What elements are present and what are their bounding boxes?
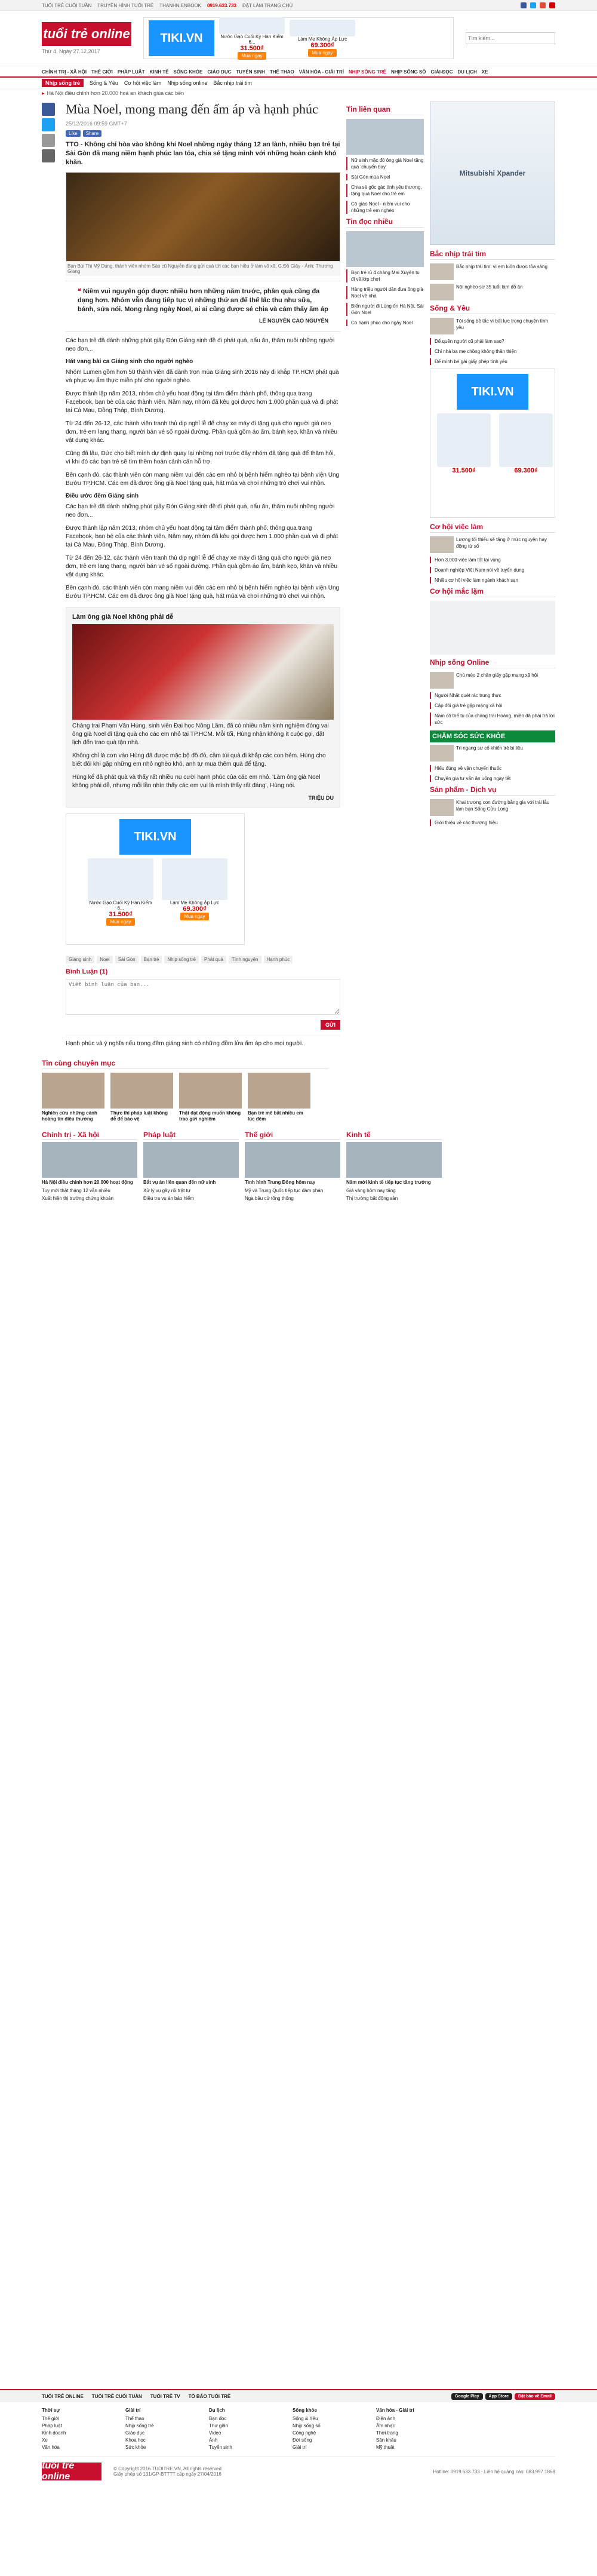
category-thumbnail[interactable] <box>143 1142 239 1178</box>
related-card-title: Nghiên cứu những cảnh hoàng tín điều thường <box>42 1110 97 1122</box>
article-subhead: Hát vang bài ca Giáng sinh cho người nghèo <box>66 358 193 365</box>
category-column <box>245 1131 340 1203</box>
category-column <box>143 1131 239 1203</box>
category-title[interactable]: Chính trị - Xã hội <box>42 1131 137 1140</box>
list-link[interactable]: Để quên người cũ phải làm sao? <box>430 338 555 345</box>
footer-link[interactable]: Sức khỏe <box>125 2445 146 2450</box>
product-image <box>290 20 355 36</box>
category-headline[interactable]: Hà Nội điều chỉnh hơn 20.000 hoạt động <box>42 1180 133 1185</box>
tag[interactable]: Bạn trẻ <box>141 956 162 963</box>
footer-column-title[interactable]: Sống khỏe <box>293 2408 317 2413</box>
related-card-title: Thực thi pháp luật không dễ để bảo vệ <box>110 1110 168 1122</box>
tag[interactable]: Noel <box>97 956 112 963</box>
sidebar-story-box <box>66 607 340 808</box>
facebook-icon[interactable] <box>521 2 527 8</box>
topbar-link-cuoi-tuan[interactable]: TUỔI TRẺ CUỐI TUẦN <box>42 2 92 8</box>
related-thumb[interactable] <box>346 119 424 155</box>
existing-comment: Hạnh phúc và ý nghĩa nếu trong đêm giáng sinh có những đồm lửa ấm áp cho mọi người. <box>66 1036 340 1048</box>
tag[interactable]: Nhịp sống trẻ <box>164 956 199 963</box>
subnav-item[interactable]: Bắc nhịp trái tim <box>213 80 252 86</box>
comment-title: Bình Luận (1) <box>66 968 108 975</box>
topbar-link-truyen-hinh[interactable]: TRUYỀN HÌNH TUỔI TRẺ <box>97 2 154 8</box>
tag[interactable]: Tình nguyện <box>229 956 261 963</box>
category-link[interactable]: Nga bầu cử tổng thống <box>245 1196 294 1201</box>
footer-link[interactable]: Âm nhạc <box>376 2423 395 2428</box>
like-button[interactable]: Like <box>66 130 81 137</box>
product-name: Nước Gạo Cuối Kỳ Hàn Kiểm 6... <box>89 900 152 911</box>
list-link[interactable]: Nam cô thể tu của chàng trai Hoàng, miền đã phải trả lời sức <box>430 713 555 726</box>
inline-ad-tiki[interactable] <box>66 813 245 945</box>
item-title: Chú mèo 2 chân giấy gặp mạng xã hội <box>456 673 538 678</box>
list-link[interactable]: Để mình bé gái giấy phép tình yêu <box>430 358 555 365</box>
buy-now-button[interactable]: Mua ngay <box>238 52 266 60</box>
list-link[interactable]: Hơn 3.000 việc làm tốt tại vùng <box>430 557 555 563</box>
article-para: Nhóm Lumen gồm hơn 50 thành viên đã dành trọn mùa Giáng sinh 2016 này đi khắp TP.HCM phát quà và phục vụ ẩm thực miễn phí cho người nghèo. <box>66 369 339 384</box>
list-item[interactable] <box>430 672 555 689</box>
tag[interactable]: Phát quà <box>201 956 226 963</box>
nav-item[interactable]: GIÁO DỤC <box>207 69 232 75</box>
item-title: Tôi sống bề tắc vì bất lực trong chuyện tình yêu <box>456 318 548 330</box>
related-title: Tin liên quan <box>346 105 424 115</box>
photo-caption: Bạn Bùi Thị Mỹ Dung, thành viên nhóm Sáo cũ Nguyễn đang gửi quà tới các bạn hiều ở làm võ xã, G.Đồ Giây - Ảnh: Thương Giang <box>66 262 340 276</box>
footer-link[interactable]: Thư giãn <box>209 2423 229 2428</box>
tiki-logo: TIKI.VN <box>149 20 214 56</box>
category-headline[interactable]: Bắt vụ án liên quan đến nữ sinh <box>143 1180 216 1185</box>
thumbnail <box>430 284 454 300</box>
footer-link[interactable]: Văn hóa <box>42 2445 60 2450</box>
header-date: Thứ 4, Ngày 27.12.2017 <box>42 48 100 54</box>
thumbnail <box>430 745 454 762</box>
nav-item[interactable]: THẾ GIỚI <box>91 69 113 75</box>
ticker-text[interactable]: Hà Nội điều chỉnh hơn 20.000 hoá an khách giúa các bến <box>47 90 184 96</box>
social-buttons <box>66 130 340 137</box>
related-thumbnail <box>110 1073 173 1109</box>
ad-product-1[interactable] <box>88 858 153 926</box>
subnav-item[interactable]: Nhịp sống online <box>167 80 208 86</box>
send-comment-button[interactable]: GỬI <box>321 1020 340 1030</box>
top-utility-bar <box>0 0 597 11</box>
sub-nav <box>0 78 597 88</box>
product-price: 31.500₫ <box>109 911 133 918</box>
section-title-rao: Cơ hội mắc lặm <box>430 587 555 597</box>
ad-product-1[interactable] <box>219 17 285 60</box>
related-card-title: Thật đạt động muốn không trao gửi nghiêm <box>179 1110 241 1122</box>
footer-logo[interactable]: tuổi trẻ online <box>42 2463 101 2480</box>
list-link[interactable]: Giới thiệu về các thương hiệu <box>430 819 555 826</box>
category-link[interactable]: Giá vàng hôm nay tăng <box>346 1188 396 1193</box>
subnav-current[interactable]: Nhịp sống trẻ <box>42 79 84 87</box>
nav-item[interactable]: XE <box>481 69 488 75</box>
thumbnail <box>430 318 454 334</box>
category-title[interactable]: Thế giới <box>245 1131 340 1140</box>
main-nav <box>0 66 597 78</box>
right-sidebar <box>424 98 555 1053</box>
box-title: Làm ông già Noel không phải dễ <box>72 613 174 621</box>
category-link[interactable]: Xuất hiện thị trường chứng khoán <box>42 1196 114 1201</box>
box-author: TRIỆU DU <box>308 795 334 801</box>
most-read-title: Tin đọc nhiều <box>346 217 424 228</box>
buy-now-button[interactable]: Mua ngay <box>180 913 208 920</box>
footer-link[interactable]: Giáo dục <box>125 2430 145 2436</box>
share-button[interactable]: Share <box>83 130 101 137</box>
nav-item[interactable]: SỐNG KHỎE <box>173 69 203 75</box>
ticker-arrow-icon: ▸ <box>42 90 45 96</box>
category-thumbnail[interactable] <box>42 1142 137 1178</box>
article-para: Các bạn trẻ đã dành những phút giây Đón Giáng sinh đề đi phát quà, nấu ăn, thăm nuôi những người neo đơn... <box>66 337 335 352</box>
list-item[interactable] <box>430 799 555 816</box>
twitter-icon[interactable] <box>530 2 536 8</box>
ad-product-1[interactable] <box>437 413 491 474</box>
article-quote <box>66 281 340 332</box>
google-plus-icon[interactable] <box>540 2 546 8</box>
print-icon[interactable] <box>42 149 55 162</box>
article-subhead: Điều ước đêm Giáng sinh <box>66 493 139 499</box>
category-thumbnail[interactable] <box>346 1142 442 1178</box>
related-link[interactable]: Chia sẻ gốc gác tình yêu thương, tặng quà Noel cho trẻ em <box>346 184 424 197</box>
topbar-link-book[interactable]: THANHNIENBOOK <box>159 2 201 8</box>
quote-author: LÊ NGUYÊN CAO NGUYÊN <box>259 318 328 324</box>
article-photo <box>66 172 340 262</box>
related-card[interactable] <box>42 1073 104 1122</box>
tag[interactable]: Hạnh phúc <box>264 956 293 963</box>
ad-product-2[interactable] <box>290 20 355 57</box>
facebook-share-icon[interactable] <box>42 103 55 116</box>
google-play-badge[interactable]: Google Play <box>451 2393 482 2400</box>
ad-product-2[interactable] <box>162 858 227 926</box>
footer-column <box>125 2407 197 2451</box>
share-column <box>42 98 60 1053</box>
product-name: Làm Mẹ Không Áp Lực <box>297 36 347 42</box>
health-section-title: CHĂM SÓC SỨC KHỎE <box>430 730 555 742</box>
nav-item[interactable]: DU LỊCH <box>457 69 477 75</box>
product-price: 69.300₫ <box>183 905 207 913</box>
article-para: Cũng đã lâu, Đức cho biết mình dự định quay lại những nơi trước đây nhóm đã tặng quà để thăm hỏi, vì khi đó các bạn trẻ sẽ tìm thêm hoàn cảnh cần hỗ trợ. <box>66 450 336 465</box>
app-store-badge[interactable]: App Store <box>485 2393 512 2400</box>
product-price: 31.500₫ <box>240 44 264 52</box>
comment-input[interactable] <box>66 979 340 1015</box>
related-thumbnail <box>248 1073 310 1109</box>
related-card[interactable] <box>179 1073 242 1122</box>
footer-column-title[interactable]: Du lịch <box>209 2408 225 2413</box>
footer-link[interactable]: Mỹ thuật <box>376 2445 395 2450</box>
article-sapo: TTO - Không chỉ hòa vào không khí Noel những ngày tháng 12 an lành, nhiều bạn trẻ tại Sài Gòn đã mang niềm hạnh phúc lan tỏa, chia sẻ tặng mình với những hoàn cảnh khó khăn. <box>66 141 340 166</box>
product-price: 31.500₫ <box>452 467 476 474</box>
section-title-online: Nhịp sống Online <box>430 658 555 668</box>
tiki-logo: TIKI.VN <box>119 819 191 855</box>
product-price: 69.300₫ <box>310 42 334 49</box>
footer-link[interactable]: Nhịp sống số <box>293 2423 321 2428</box>
nav-item[interactable]: CHÍNH TRỊ - XÃ HỘI <box>42 69 87 75</box>
box-para: Chàng trai Phạm Văn Hùng, sinh viên Đại học Nông Lâm, đã có nhiều năm kinh nghiệm đóng vai ông già Noel đi tặng quà cho các em nhỏ tại TP.HCM. Mỗi tối, Hùng nhận không ít cuộc gọi, đặt lịch đến trao quà tận nhà. <box>72 723 329 746</box>
thumbnail <box>430 672 454 689</box>
footer-link[interactable]: Xe <box>42 2437 48 2443</box>
quote-text: Niềm vui nguyên góp được nhiều hơn những năm trước, phần quà cũng đa dạng hơn. Nhóm vẫn đang tiếp tục vì những thứ an để thể lấc thu nhu sữa, bánh, sửa nói. Mong rằng ngày Noel, ai ai cũng được sẻ chia và cảm thấy ấm áp <box>78 288 328 313</box>
twitter-share-icon[interactable] <box>42 118 55 131</box>
footer-link[interactable]: Khoa học <box>125 2437 146 2443</box>
youtube-icon[interactable] <box>549 2 555 8</box>
article-meta: 25/12/2016 09:59 GMT+7 <box>66 121 127 127</box>
footer-link[interactable]: Thế giới <box>42 2416 60 2421</box>
article-main <box>60 98 346 1053</box>
article-title: Mùa Noel, mong mang đến ấm áp và hạnh phúc <box>66 102 318 116</box>
related-link[interactable]: Sài Gòn mùa Noel <box>346 174 424 180</box>
nav-item[interactable]: NHỊP SỐNG SỐ <box>390 69 426 75</box>
footer-link[interactable]: Giải trí <box>293 2445 307 2450</box>
tag[interactable]: Giáng sinh <box>66 956 94 963</box>
item-title: Khai trương con đường bằng gia với trái lẫu làm bạn Sống Cửu Long <box>456 800 550 812</box>
article-para: Được thành lập năm 2013, nhóm chủ yếu hoạt động tại tâm điểm thành phố, thông qua trang Facebook, bạn bè của các thành viên. Năm nay, nhóm đã kêu gọi được hơn 1.000 phần quà và đi phát tại Cà Mau, Đồng Tháp, Bình Dương. <box>66 525 338 548</box>
item-title: Lương tối thiểu sẽ tăng ở mức nguyên hay động từ số <box>456 537 547 549</box>
email-share-icon[interactable] <box>42 134 55 147</box>
footer-link[interactable]: TỔ BÁO TUỔI TRẺ <box>188 2393 231 2399</box>
thumbnail <box>430 263 454 280</box>
box-para: Không chỉ là cơn vào Hùng đã được mặc bộ đồ đỏ, cầm túi quà đi khắp các con hẻm. Hùng cho biết đôi khi gặp những em nhỏ nghèo khó, anh tự mua thêm quà để tặng. <box>72 753 326 767</box>
footer-link[interactable]: TUỔI TRẺ CUỐI TUẦN <box>91 2393 142 2399</box>
category-link[interactable]: Tuy mới thật tháng 12 vẫn nhiều <box>42 1188 110 1193</box>
section-title-bac: Bắc nhịp trái tim <box>430 250 555 260</box>
list-link[interactable]: Cặp đôi già trẻ gặp mạng xã hội <box>430 702 555 709</box>
most-read-link[interactable]: Bạn trẻ rủ 4 chàng Mai Xuyên tu đi về lớp chơi <box>346 269 424 283</box>
most-read-link[interactable]: Hàng triệu người dân đưa ông già Noel về nhà <box>346 286 424 299</box>
site-logo[interactable]: tuổi trẻ online <box>42 22 131 46</box>
nav-item[interactable]: KINH TẾ <box>149 69 169 75</box>
box-para: Hùng kể đã phát quà và thấy rất nhiều nụ cười hạnh phúc của các em nhỏ. 'Làm ông già Noel không phải dễ, nhưng mỗi lần nhìn thấy các em vui là mình thấy rất đáng', Hùng nói. <box>72 774 321 789</box>
car-ad-banner[interactable]: Mitsubishi Xpander <box>430 102 555 245</box>
article-para: Từ 24 đến 26-12, các thành viên tranh thủ dịp nghỉ lễ để chạy xe máy đi tặng quà cho người già neo đơn, trẻ em lang thang, người bán vé số ngoài đường. Phần quà gồm áo ấm, bánh kẹo, khăn và nhiều vật dụng khác. <box>66 420 338 444</box>
ad-product-2[interactable] <box>499 413 553 474</box>
classified-block[interactable] <box>430 601 555 655</box>
list-link[interactable]: Người Nhật quét rác trung thực <box>430 692 555 699</box>
tiki-logo: TIKI.VN <box>457 374 528 410</box>
quote-icon: ❝ <box>78 288 83 295</box>
site-header <box>0 11 597 66</box>
product-name: Nước Gạo Cuối Kỳ Hàn Kiểm 6... <box>220 33 284 45</box>
product-image <box>437 413 491 467</box>
thumbnail <box>430 536 454 553</box>
related-card[interactable] <box>248 1073 310 1122</box>
article-para: Bên cạnh đó, các thành viên còn mang niềm vui đến các em nhỏ bị bệnh hiểm nghèo tại bệnh viện Ung Bướu TP.HCM. Các em đã được ông già Noel tặng quà, hát múa và chơi những trò chơi vui nhộn. <box>66 472 340 487</box>
subnav-item[interactable]: Cơ hội việc làm <box>124 80 162 86</box>
footer-column-title[interactable]: Thời sự <box>42 2408 60 2413</box>
item-title: Nội nghèo sơ 35 tuổi làm đồ ăn <box>456 284 523 290</box>
footer-link[interactable]: Sống & Yêu <box>293 2416 318 2421</box>
buy-now-button[interactable]: Mua ngay <box>106 918 134 926</box>
footer-column-title[interactable]: Văn hóa - Giải trí <box>376 2408 414 2413</box>
footer-link[interactable]: Bạn đọc <box>209 2416 227 2421</box>
list-item[interactable] <box>430 284 555 300</box>
list-item[interactable] <box>430 745 555 762</box>
category-link[interactable]: Xử lý vụ gây rối trật tự <box>143 1188 191 1193</box>
footer-link[interactable]: Thể thao <box>125 2416 144 2421</box>
buy-now-button[interactable]: Mua ngay <box>308 49 336 57</box>
subscribe-email-button[interactable]: Đặt báo về Email <box>515 2393 555 2400</box>
same-category-section <box>42 1059 555 1122</box>
footer-link[interactable]: Công nghệ <box>293 2430 316 2436</box>
product-image <box>499 413 553 467</box>
hotline-text: 0919.633.733 <box>207 2 236 8</box>
category-link[interactable]: Thị trường bất động sản <box>346 1196 398 1201</box>
footer-hotline: Hotline: 0919.633.733 - Liên hệ quảng cáo: 083.997.1868 <box>433 2468 555 2474</box>
footer-link[interactable]: Sân khấu <box>376 2437 396 2443</box>
list-link[interactable]: Chỉ nhà ba mẹ chồng không thân thiện <box>430 348 555 355</box>
nav-item[interactable]: PHÁP LUẬT <box>117 69 145 75</box>
category-title[interactable]: Kinh tế <box>346 1131 442 1140</box>
article-para: Được thành lập năm 2013, nhóm chủ yếu hoạt động tại tâm điểm thành phố, thông qua trang Facebook, bạn bè của các thành viên. Năm nay, nhóm đã kêu gọi được hơn 1.000 phần quà và đi phát tại Cà Mau, Đồng Tháp, Bình Dương. <box>66 391 338 414</box>
nav-item[interactable]: VĂN HÓA - GIẢI TRÍ <box>298 69 344 75</box>
article-para: Bên cạnh đó, các thành viên còn mang niềm vui đến các em nhỏ bị bệnh hiểm nghèo tại bệnh viện Ung Bướu TP.HCM. Các em đã được ông già Noel tặng quà, hát múa và chơi những trò chơi vui nhộn. <box>66 585 340 600</box>
list-link[interactable]: Chuyên gia tư vấn ăn uống ngày tết <box>430 775 555 782</box>
article-para: Từ 24 đến 26-12, các thành viên tranh thủ dịp nghỉ lễ để chạy xe máy đi tặng quà cho người già neo đơn, trẻ em lang thang, người bán vé số ngoài đường. Phần quà gồm áo ấm, bánh kẹo, khăn và nhiều vật dụng khác. <box>66 555 338 578</box>
tag[interactable]: Sài Gòn <box>115 956 139 963</box>
category-thumbnail[interactable] <box>245 1142 340 1178</box>
most-read-thumb[interactable] <box>346 231 424 267</box>
footer-column-title[interactable]: Giải trí <box>125 2408 141 2413</box>
footer-column <box>209 2407 281 2451</box>
footer-link[interactable]: Tuyển sinh <box>209 2445 232 2450</box>
product-price: 69.300₫ <box>514 467 538 474</box>
search-input[interactable] <box>466 32 555 44</box>
section-title-co-hoi: Cơ hội việc làm <box>430 523 555 533</box>
footer-column <box>376 2407 448 2451</box>
sidebar-ad-tiki[interactable] <box>430 369 555 518</box>
product-image <box>88 858 153 900</box>
list-link[interactable]: Doanh nghiệp Việt Nam nói về tuyển dụng <box>430 567 555 573</box>
footer-link[interactable]: Điện ảnh <box>376 2416 396 2421</box>
nav-item[interactable]: GIẢI-ĐỌC <box>430 69 453 75</box>
footer-link[interactable]: TUỔI TRẺ TV <box>150 2393 180 2399</box>
box-photo <box>72 624 334 720</box>
category-headline[interactable]: Năm mới kinh tế tiếp tục tăng trưởng <box>346 1180 431 1185</box>
site-footer <box>0 2389 597 2486</box>
list-item[interactable] <box>430 263 555 280</box>
related-card-title: Bạn trẻ mê bắt nhiều em lúc đêm <box>248 1110 303 1122</box>
footer-column <box>293 2407 364 2451</box>
most-read-link[interactable]: Biển người đi Lúng ốn Hà Nội, Sài Gòn Noel <box>346 303 424 316</box>
section-title-song: Sống & Yêu <box>430 304 555 314</box>
tag-list <box>66 956 340 963</box>
list-item[interactable] <box>430 536 555 553</box>
list-link[interactable]: Hiểu đúng về vận chuyển thuốc <box>430 765 555 772</box>
category-title[interactable]: Pháp luật <box>143 1131 239 1140</box>
article-para: Các bạn trẻ đã dành những phút giây Đón Giáng sinh đề đi phát quà, nấu ăn, thăm nuôi những người neo đơn... <box>66 503 335 518</box>
list-link[interactable]: Nhiều cơ hội việc làm ngành khách sạn <box>430 577 555 584</box>
related-thumbnail <box>42 1073 104 1109</box>
license-text: Giấy phép số 131/GP-BTTTT cấp ngày 27/04/2016 <box>113 2471 221 2477</box>
thumbnail <box>430 799 454 816</box>
nav-item[interactable]: THỂ THAO <box>269 69 294 75</box>
product-image <box>219 17 285 34</box>
related-link[interactable]: Cô giáo Noel - niềm vui cho những trẻ em nghèo <box>346 201 424 214</box>
footer-link[interactable]: TUỔI TRẺ ONLINE <box>42 2393 84 2399</box>
footer-link[interactable]: Thời trang <box>376 2430 398 2436</box>
footer-link[interactable]: Pháp luật <box>42 2423 62 2428</box>
footer-link[interactable]: Video <box>209 2430 221 2436</box>
footer-column <box>42 2407 113 2451</box>
list-item[interactable] <box>430 318 555 334</box>
nav-item[interactable]: NHỊP SỐNG TRẺ <box>348 69 386 75</box>
footer-link[interactable]: Ảnh <box>209 2437 218 2443</box>
set-homepage-link[interactable]: ĐẶT LÀM TRANG CHỦ <box>242 2 293 8</box>
subnav-item[interactable]: Sống & Yêu <box>90 80 118 86</box>
section-title-san-pham: Sản phẩm - Dịch vụ <box>430 785 555 796</box>
same-category-title: Tin cùng chuyên mục <box>42 1059 328 1069</box>
related-thumbnail <box>179 1073 242 1109</box>
category-column <box>346 1131 442 1203</box>
nav-item[interactable]: TUYỂN SINH <box>236 69 265 75</box>
product-image <box>162 858 227 900</box>
most-read-link[interactable]: Có hạnh phúc cho ngày Noel <box>346 320 424 326</box>
category-grid <box>42 1131 555 1203</box>
header-ad-banner[interactable] <box>143 17 454 59</box>
product-name: Làm Mẹ Không Áp Lực <box>170 900 220 905</box>
related-link[interactable]: Nữ sinh mặc đồ ông già Noel tặng quà 'chuyến bay' <box>346 157 424 170</box>
category-link[interactable]: Mỹ và Trung Quốc tiếp tục đàm phán <box>245 1188 324 1193</box>
news-ticker <box>0 88 597 98</box>
footer-link[interactable]: Kinh doanh <box>42 2430 66 2436</box>
category-link[interactable]: Điều tra vụ án bảo hiểm <box>143 1196 194 1201</box>
footer-link[interactable]: Đời sống <box>293 2437 312 2443</box>
item-title: Bắc nhịp trái tim: vì em luôn được tỏa sáng <box>456 264 547 269</box>
footer-link[interactable]: Nhịp sống trẻ <box>125 2423 154 2428</box>
category-headline[interactable]: Tình hình Trung Đông hôm nay <box>245 1180 316 1185</box>
category-column <box>42 1131 137 1203</box>
related-card[interactable] <box>110 1073 173 1122</box>
copyright-text: © Copyright 2016 TUOITRE.VN, All rights reserved <box>113 2466 221 2471</box>
related-sidebar <box>346 98 424 1053</box>
item-title: Tri ngang sự cố khiến trẻ bị liệu <box>456 745 523 751</box>
